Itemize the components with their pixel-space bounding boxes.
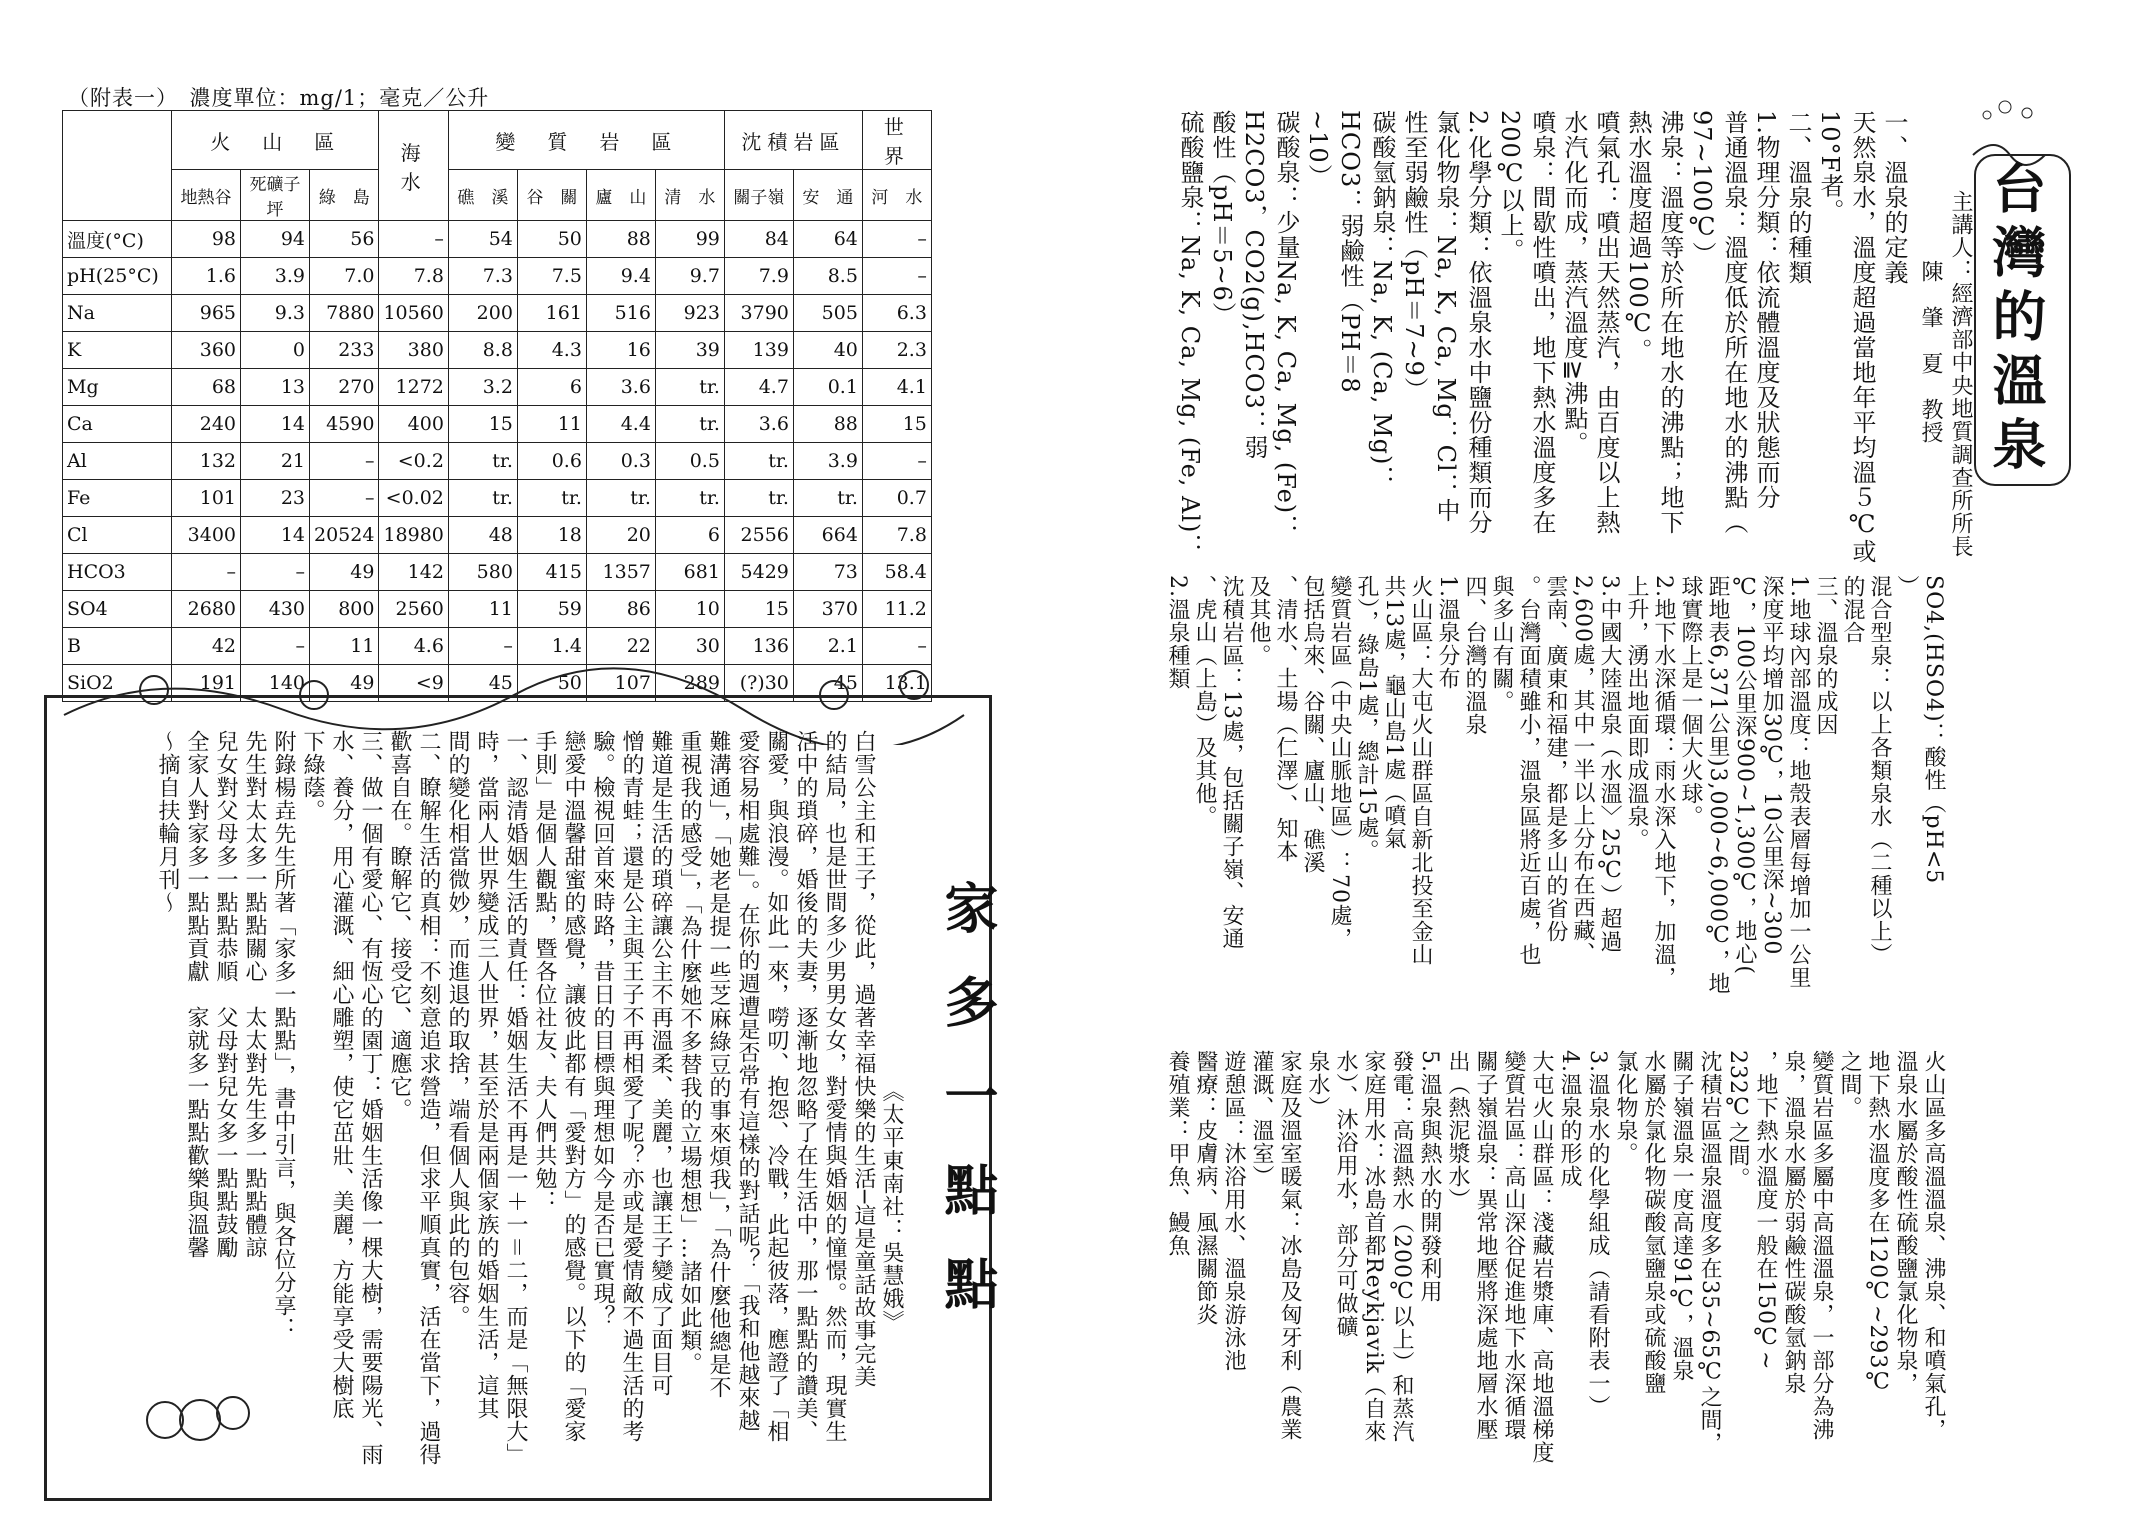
text-column: 四、台灣的溫泉 bbox=[1462, 575, 1487, 736]
table-cell: 139 bbox=[724, 332, 793, 369]
table-cell: 400 bbox=[379, 406, 448, 443]
table-cell: 107 bbox=[586, 665, 655, 702]
text-column: 醫療：皮膚病、風濕關節炎 bbox=[1193, 1050, 1218, 1326]
table-cell: 58.4 bbox=[862, 554, 931, 591]
table-cell: 4.7 bbox=[724, 369, 793, 406]
text-column: 一、認清婚姻生活的責任：婚姻生活不再是一＋一＝二，而是「無限大」 bbox=[503, 730, 528, 1467]
row-label: Cl bbox=[63, 517, 172, 554]
table-cell: <0.2 bbox=[379, 443, 448, 480]
table-cell: 4590 bbox=[310, 406, 379, 443]
table-cell: 9.7 bbox=[655, 258, 724, 295]
table-cell: 0.5 bbox=[655, 443, 724, 480]
text-column: 3.溫泉水的化學組成（請看附表一） bbox=[1585, 1050, 1610, 1418]
table-row bbox=[63, 221, 932, 258]
table-row bbox=[63, 406, 932, 443]
table-cell: 99 bbox=[655, 221, 724, 258]
text-column: 水、養分，用心灌溉、細心雕塑，使它茁壯、美麗，方能享受大樹底 bbox=[329, 730, 354, 1420]
table-cell: 20524 bbox=[310, 517, 379, 554]
text-column: 水）、沐浴用水，部分可做礦 bbox=[1333, 1050, 1358, 1338]
table-cell: tr. bbox=[655, 406, 724, 443]
text-column: 附錄楊垚先生所著「家多一點點」，書中引言，與各位分享： bbox=[271, 730, 296, 1340]
table-row bbox=[63, 517, 932, 554]
text-column: 沸泉：溫度等於所在地水的沸點；地下 bbox=[1656, 110, 1684, 535]
text-column: 包括烏來、谷關、廬山、礁溪 bbox=[1300, 575, 1325, 874]
table-cell: 3400 bbox=[172, 517, 241, 554]
table-cell: 200 bbox=[448, 295, 517, 332]
text-column: 驗。檢視回首來時路，昔日的目標與理想如今是否已實現？ bbox=[590, 730, 615, 1328]
text-column: 關子嶺溫泉：異常地壓將深處地層水壓 bbox=[1473, 1050, 1498, 1441]
text-column: 氯化物泉：Na, K, Ca, Mg：Cl：中 bbox=[1432, 110, 1460, 523]
table-cell: 580 bbox=[448, 554, 517, 591]
table-cell: 50 bbox=[517, 221, 586, 258]
table-cell: tr. bbox=[586, 480, 655, 517]
table-cell: 132 bbox=[172, 443, 241, 480]
table-cell: 516 bbox=[586, 295, 655, 332]
text-column: 97∼100℃） bbox=[1688, 110, 1716, 267]
row-label: K bbox=[63, 332, 172, 369]
text-column: 泉水） bbox=[1305, 1050, 1330, 1119]
table-cell: 30 bbox=[655, 628, 724, 665]
row-label: SO4 bbox=[63, 591, 172, 628]
text-column: 沈積岩區溫泉溫度多在35∼65℃之間， bbox=[1697, 1050, 1722, 1455]
text-column: 地下熱水溫度多在120℃∼293℃ bbox=[1865, 1050, 1890, 1396]
table-cell: 140 bbox=[241, 665, 310, 702]
table-cell: 800 bbox=[310, 591, 379, 628]
text-column: 2.化學分類：依溫泉水中鹽份種類而分 bbox=[1464, 110, 1492, 535]
text-column: 的混合 bbox=[1840, 575, 1865, 644]
text-column: 戀愛中溫馨甜蜜的感覺，讓彼此都有「愛對方」的感覺。以下的「愛家 bbox=[561, 730, 586, 1443]
table-cell: 664 bbox=[793, 517, 862, 554]
text-column: 10°F者。 bbox=[1816, 110, 1844, 224]
subheader-4: 谷 關 bbox=[517, 170, 586, 221]
table-cell: 3.9 bbox=[793, 443, 862, 480]
subheader-5: 廬 山 bbox=[586, 170, 655, 221]
text-column: 家庭用水：冰島首都Reykjavik（自來 bbox=[1361, 1050, 1386, 1444]
table-cell: 142 bbox=[379, 554, 448, 591]
text-column: 硫酸鹽泉：Na, K, Ca, Mg, (Fe, Al)： bbox=[1176, 110, 1204, 559]
essay-title: 家多一點點 bbox=[936, 880, 1000, 1350]
table-cell: 2556 bbox=[724, 517, 793, 554]
speaker-name: 陳 肇 夏 教授 bbox=[1918, 260, 1943, 444]
table-cell: 10 bbox=[655, 591, 724, 628]
row-label: Fe bbox=[63, 480, 172, 517]
table-cell: 18 bbox=[517, 517, 586, 554]
subheader-6: 清 水 bbox=[655, 170, 724, 221]
text-column: 火山區多高溫溫泉、沸泉、和噴氣孔， bbox=[1921, 1050, 1946, 1441]
table-cell: 15 bbox=[862, 406, 931, 443]
text-column: 232℃之間。 bbox=[1725, 1050, 1750, 1190]
text-column: 、虎山（上島）及其他。 bbox=[1192, 575, 1217, 828]
table-cell: 161 bbox=[517, 295, 586, 332]
table-cell: 11 bbox=[448, 591, 517, 628]
table-cell: 3.9 bbox=[241, 258, 310, 295]
table-cell: 11.2 bbox=[862, 591, 931, 628]
table-cell: 4.3 bbox=[517, 332, 586, 369]
subheader-2: 綠 島 bbox=[310, 170, 379, 221]
table-cell: 11 bbox=[517, 406, 586, 443]
table-cell: 3.6 bbox=[724, 406, 793, 443]
text-column: 噴泉：間歇性噴出，地下熱水溫度多在 bbox=[1528, 110, 1556, 535]
table-cell: 505 bbox=[793, 295, 862, 332]
text-column: 難道是生活的瑣碎讓公主不再溫柔、美麗，也讓王子變成了面目可 bbox=[648, 730, 673, 1397]
text-column: 變質岩區多屬中高溫溫泉，一部分為沸 bbox=[1809, 1050, 1834, 1441]
table-cell: 0 bbox=[241, 332, 310, 369]
table-cell: 370 bbox=[793, 591, 862, 628]
table-cell: 191 bbox=[172, 665, 241, 702]
text-column: 1.物理分類：依流體溫度及狀態而分 bbox=[1752, 110, 1780, 510]
text-column: 大屯火山群區：淺藏岩漿庫、高地溫梯度 bbox=[1529, 1050, 1554, 1464]
table-cell: 3790 bbox=[724, 295, 793, 332]
table-row bbox=[63, 369, 932, 406]
table-cell: 2.3 bbox=[862, 332, 931, 369]
table-cell: 7.5 bbox=[517, 258, 586, 295]
table-cell: 3.2 bbox=[448, 369, 517, 406]
text-column: 性至弱鹼性（pH＝7∼9） bbox=[1400, 110, 1428, 402]
table-cell: 15 bbox=[724, 591, 793, 628]
table-cell: 88 bbox=[793, 406, 862, 443]
essay-source: 《太平東南社：吳慧娥》 bbox=[879, 1080, 904, 1333]
text-column: 出（熱泥漿水） bbox=[1445, 1050, 1470, 1211]
text-column: 手則」是個人觀點，暨各位社友、夫人們共勉： bbox=[532, 730, 557, 1213]
table-cell: 2.1 bbox=[793, 628, 862, 665]
text-column: 與多山有關。 bbox=[1489, 575, 1514, 713]
table-cell: (?)30 bbox=[724, 665, 793, 702]
text-column: 4.溫泉的形成 bbox=[1557, 1050, 1582, 1188]
table-cell: 49 bbox=[310, 554, 379, 591]
row-label: pH(25°C) bbox=[63, 258, 172, 295]
table-cell: 0.1 bbox=[793, 369, 862, 406]
table-cell: – bbox=[241, 628, 310, 665]
table-cell: 360 bbox=[172, 332, 241, 369]
text-column: 重視我的感受」，「為什麼她不多替我的立場想想」…諸如此類。 bbox=[677, 730, 702, 1375]
row-label: HCO3 bbox=[63, 554, 172, 591]
table-cell: – bbox=[448, 628, 517, 665]
text-column: 間的變化相當微妙，而進退的取捨，端看個人與此的包容。 bbox=[445, 730, 470, 1328]
text-column: 氯化物泉。 bbox=[1613, 1050, 1638, 1165]
table-cell: 2560 bbox=[379, 591, 448, 628]
text-column: 二、瞭解生活的真相：不刻意追求營造，但求平順真實，活在當下，過得 bbox=[416, 730, 441, 1466]
table-cell: 88 bbox=[586, 221, 655, 258]
table-cell: <0.02 bbox=[379, 480, 448, 517]
text-column: 二、溫泉的種類 bbox=[1784, 110, 1812, 285]
table-cell: 4.6 bbox=[379, 628, 448, 665]
table-cell: – bbox=[862, 258, 931, 295]
table-cell: 415 bbox=[517, 554, 586, 591]
table-cell: 923 bbox=[655, 295, 724, 332]
table-cell: tr. bbox=[517, 480, 586, 517]
text-column: 1.地球內部溫度：地殼表層每增加一公里 bbox=[1786, 575, 1811, 989]
text-column: 火山區：大屯火山群區自新北投至金山 bbox=[1408, 575, 1433, 966]
table-cell: 98 bbox=[172, 221, 241, 258]
text-column: ℃，100公里深900∼1,300℃，地心( bbox=[1732, 575, 1757, 975]
text-column: 泉，溫泉水屬於弱鹼性碳酸氫鈉泉 bbox=[1781, 1050, 1806, 1395]
table-cell: – bbox=[310, 480, 379, 517]
text-column: 孔），綠島1處，總計15處。 bbox=[1354, 575, 1379, 862]
text-column: 關子嶺溫泉一度高達91℃，溫泉 bbox=[1669, 1050, 1694, 1382]
text-column: 歡喜自在。瞭解它、接受它、適應它。 bbox=[387, 730, 412, 1121]
table-cell: 10560 bbox=[379, 295, 448, 332]
table-corner bbox=[63, 111, 172, 221]
subheader-9: 河 水 bbox=[862, 170, 931, 221]
table-row bbox=[63, 258, 932, 295]
row-label: Ca bbox=[63, 406, 172, 443]
table-cell: 7.8 bbox=[379, 258, 448, 295]
table-cell: 42 bbox=[172, 628, 241, 665]
text-column: 雲南、廣東和福建，都是多山的省份 bbox=[1543, 575, 1568, 943]
text-column: 發電：高溫熱水（200℃以上）和蒸汽 bbox=[1389, 1050, 1414, 1443]
text-column: 2.溫泉種類 bbox=[1165, 575, 1190, 690]
text-column: 活中的瑣碎，婚後的夫妻，逐漸地忽略了在生活中，那一點點的讚美、 bbox=[793, 730, 818, 1443]
table-cell: 49 bbox=[310, 665, 379, 702]
table-cell: 18980 bbox=[379, 517, 448, 554]
table-cell: 289 bbox=[655, 665, 724, 702]
text-column: 2.地下水深循環：雨水深入地下，加溫， bbox=[1651, 575, 1676, 989]
row-label: 溫度(°C) bbox=[63, 221, 172, 258]
table-row bbox=[63, 295, 932, 332]
table-cell: 11 bbox=[310, 628, 379, 665]
text-column: 憎的青蛙；還是公主與王子不再相愛了呢？亦或是愛情敵不過生活的考 bbox=[619, 730, 644, 1443]
table-cell: – bbox=[241, 554, 310, 591]
table-cell: 50 bbox=[517, 665, 586, 702]
text-column: SO4,(HSO4)：酸性（pH<5 bbox=[1921, 575, 1946, 885]
text-column: 白雪公主和王子，從此，過著幸福快樂的生活─這是童話故事完美 bbox=[851, 730, 876, 1389]
text-column: 200℃以上。 bbox=[1496, 110, 1524, 263]
table-cell: – bbox=[862, 628, 931, 665]
text-column: 水屬於氯化物碳酸氫鹽泉或硫酸鹽 bbox=[1641, 1050, 1666, 1395]
table-cell: 270 bbox=[310, 369, 379, 406]
text-column: 灌溉、溫室） bbox=[1249, 1050, 1274, 1188]
table-cell: 22 bbox=[586, 628, 655, 665]
row-label: Mg bbox=[63, 369, 172, 406]
table-cell: 430 bbox=[241, 591, 310, 628]
text-column: 球實際上是一個大火球。 bbox=[1678, 575, 1703, 828]
text-column: 難溝通」，「她老是提一些芝麻綠豆的事來煩我」，「為什麼他總是不 bbox=[706, 730, 731, 1399]
group-world: 世 界 bbox=[862, 111, 931, 170]
text-column: 酸性（pH＝5∼6） bbox=[1208, 110, 1236, 327]
table-cell: tr. bbox=[448, 443, 517, 480]
table-cell: 20 bbox=[586, 517, 655, 554]
text-column: 全家人對家多一點點貢獻 家就多一點點歡樂與溫馨 bbox=[184, 730, 209, 1259]
table-cell: 7.8 bbox=[862, 517, 931, 554]
table-cell: 1357 bbox=[586, 554, 655, 591]
family-drawing bbox=[135, 1375, 255, 1465]
table-cell: 86 bbox=[586, 591, 655, 628]
text-column: 混合型泉：以上各類泉水（二種以上） bbox=[1867, 575, 1892, 966]
row-label: SiO2 bbox=[63, 665, 172, 702]
table-row bbox=[63, 443, 932, 480]
table-cell: tr. bbox=[448, 480, 517, 517]
table-cell: 2680 bbox=[172, 591, 241, 628]
table-cell: – bbox=[172, 554, 241, 591]
group-sedimentary: 沈積岩區 bbox=[724, 111, 862, 170]
table-cell: 4.1 bbox=[862, 369, 931, 406]
table-cell: 1272 bbox=[379, 369, 448, 406]
table-row bbox=[63, 332, 932, 369]
text-column: 三、做一個有愛心、有恆心的園丁：婚姻生活像一棵大樹，需要陽光、雨 bbox=[358, 730, 383, 1466]
table-cell: 101 bbox=[172, 480, 241, 517]
text-column: 兒女對父母多一點點恭順 父母對兒女多一點點鼓勵 bbox=[213, 730, 238, 1259]
table-cell: 9.4 bbox=[586, 258, 655, 295]
text-column: 碳酸氫鈉泉：Na, K, (Ca, Mg)： bbox=[1368, 110, 1396, 491]
table-cell: tr. bbox=[793, 480, 862, 517]
text-column: 一、溫泉的定義 bbox=[1880, 110, 1908, 285]
table-cell: 13 bbox=[241, 369, 310, 406]
table-cell: – bbox=[862, 443, 931, 480]
table-cell: 45 bbox=[448, 665, 517, 702]
table-row bbox=[63, 480, 932, 517]
table-cell: 3.6 bbox=[586, 369, 655, 406]
table-cell: 13.1 bbox=[862, 665, 931, 702]
table-row bbox=[63, 554, 932, 591]
table-cell: 15 bbox=[448, 406, 517, 443]
table-cell: 16 bbox=[586, 332, 655, 369]
text-column: H2CO3，CO2(g),HCO3：弱 bbox=[1240, 110, 1268, 460]
text-column: ） bbox=[1894, 575, 1919, 598]
text-column: 熱水溫度超過100℃。 bbox=[1624, 110, 1652, 363]
table-cell: tr. bbox=[724, 443, 793, 480]
table-cell: 7880 bbox=[310, 295, 379, 332]
text-column: 家庭及溫室暖氣：冰島及匈牙利（農業 bbox=[1277, 1050, 1302, 1441]
row-label: B bbox=[63, 628, 172, 665]
text-column: 2,600處，其中一半以上分布在西藏、 bbox=[1570, 575, 1595, 965]
text-column: 、清水、土場（仁澤）、知本 bbox=[1273, 575, 1298, 863]
essay-body bbox=[150, 730, 880, 1470]
table-cell: 5429 bbox=[724, 554, 793, 591]
table-cell: 40 bbox=[793, 332, 862, 369]
table-cell: 4.4 bbox=[586, 406, 655, 443]
text-column: 碳酸泉：少量Na, K, Ca, Mg, (Fe)： bbox=[1272, 110, 1300, 540]
text-column: 沈積岩區：13處，包括關子嶺、安通 bbox=[1219, 575, 1244, 950]
text-column: 下綠蔭。 bbox=[300, 730, 325, 822]
table-cell: 73 bbox=[793, 554, 862, 591]
speaker-line: 主講人：經濟部中央地質調查所所長 bbox=[1948, 190, 1973, 558]
table-cell: 0.6 bbox=[517, 443, 586, 480]
table-cell: 0.7 bbox=[862, 480, 931, 517]
table-cell: 965 bbox=[172, 295, 241, 332]
table-cell: 64 bbox=[793, 221, 862, 258]
table-cell: 84 bbox=[724, 221, 793, 258]
table-cell: 45 bbox=[793, 665, 862, 702]
table-cell: 233 bbox=[310, 332, 379, 369]
article-title: 台灣的溫泉 bbox=[1984, 160, 2048, 480]
group-metamorphic: 變 質 岩 區 bbox=[448, 111, 724, 170]
table-cell: 54 bbox=[448, 221, 517, 258]
text-column: 時，當兩人世界變成三人世界，甚至於是兩個家族的婚姻生活，這其 bbox=[474, 730, 499, 1420]
table-cell: 7.3 bbox=[448, 258, 517, 295]
text-column: 的結局，也是世間多少男男女女，對愛情與婚姻的憧憬。然而，現實生 bbox=[822, 730, 847, 1443]
table-row bbox=[63, 591, 932, 628]
table-cell: 39 bbox=[655, 332, 724, 369]
table-cell: 14 bbox=[241, 406, 310, 443]
text-column: 養殖業：甲魚、鰻魚 bbox=[1165, 1050, 1190, 1257]
text-column: 普通溫泉：溫度低於所在地水的沸點（ bbox=[1720, 110, 1748, 535]
table-cell: 14 bbox=[241, 517, 310, 554]
table-caption: （附表一） 濃度單位：mg/1；毫克／公升 bbox=[68, 86, 490, 110]
table-cell: 380 bbox=[379, 332, 448, 369]
text-column: 溫泉水屬於酸性硫酸鹽氯化物泉， bbox=[1893, 1050, 1918, 1395]
table-cell: 48 bbox=[448, 517, 517, 554]
table-cell: 7.0 bbox=[310, 258, 379, 295]
article-section-3 bbox=[1150, 1050, 1950, 1510]
text-column: 。台灣面積雖小，溫泉區將近百處，也 bbox=[1516, 575, 1541, 966]
table-cell: 68 bbox=[172, 369, 241, 406]
text-column: 關愛，與浪漫。如此一來，嘮叨、抱怨、冷戰，此起彼落，應證了「相 bbox=[764, 730, 789, 1443]
table-cell: tr. bbox=[655, 369, 724, 406]
table-cell: 6 bbox=[655, 517, 724, 554]
text-column: 水汽化而成，蒸汽溫度≧沸點。 bbox=[1560, 110, 1588, 457]
text-column: 三、溫泉的成因 bbox=[1813, 575, 1838, 736]
table-cell: 6.3 bbox=[862, 295, 931, 332]
text-column: 愛容易相處難」。在你的週遭是否常有這樣的對話呢？「我和他越來越 bbox=[735, 730, 760, 1432]
table-cell: 681 bbox=[655, 554, 724, 591]
subheader-1: 死礦子坪 bbox=[241, 170, 310, 221]
subheader-0: 地熱谷 bbox=[172, 170, 241, 221]
table-cell: – bbox=[310, 443, 379, 480]
table-cell: 8.5 bbox=[793, 258, 862, 295]
text-column: ，地下熱水溫度一般在150℃∼ bbox=[1753, 1050, 1778, 1371]
table-cell: 136 bbox=[724, 628, 793, 665]
text-column: 共13處，龜山島1處（噴氣 bbox=[1381, 575, 1406, 850]
text-column: 變質岩區：高山深谷促進地下水深循環 bbox=[1501, 1050, 1526, 1441]
group-volcanic: 火 山 區 bbox=[172, 111, 379, 170]
text-column: 距地表6,371公里)3,000∼6,000℃，地 bbox=[1705, 575, 1730, 995]
text-column: 先生對太太多一點點關心 太太對先生多一點點體諒 bbox=[242, 730, 267, 1259]
table-cell: 1.6 bbox=[172, 258, 241, 295]
text-column: 遊憩區：沐浴用水、溫泉游泳池 bbox=[1221, 1050, 1246, 1372]
table-cell: 1.4 bbox=[517, 628, 586, 665]
table-cell: <9 bbox=[379, 665, 448, 702]
text-column: 3.中國大陸溫泉（水溫〉25℃）超過 bbox=[1597, 575, 1622, 953]
text-column: HCO3：弱鹼性（PH＝8 bbox=[1336, 110, 1364, 394]
text-column: ∼10） bbox=[1304, 110, 1332, 189]
table-cell: 6 bbox=[517, 369, 586, 406]
text-column: 深度平均增加30℃，10公里深∼300 bbox=[1759, 575, 1784, 956]
text-column: 之間。 bbox=[1837, 1050, 1862, 1119]
table-cell: 8.8 bbox=[448, 332, 517, 369]
table-cell: tr. bbox=[655, 480, 724, 517]
text-column: 噴氣孔：噴出天然蒸汽，由百度以上熱 bbox=[1592, 110, 1620, 535]
table-cell: tr. bbox=[724, 480, 793, 517]
table-cell: 21 bbox=[241, 443, 310, 480]
text-column: 5.溫泉與熱水的開發利用 bbox=[1417, 1050, 1442, 1303]
text-column: 1.溫泉分布 bbox=[1435, 575, 1460, 690]
subheader-7: 關子嶺 bbox=[724, 170, 793, 221]
table-cell: 0.3 bbox=[586, 443, 655, 480]
table-cell: 9.3 bbox=[241, 295, 310, 332]
text-column: 變質岩區（中央山脈地區）：70處， bbox=[1327, 575, 1352, 950]
table-cell: – bbox=[379, 221, 448, 258]
row-label: Na bbox=[63, 295, 172, 332]
text-column: 及其他。 bbox=[1246, 575, 1271, 667]
table-cell: 240 bbox=[172, 406, 241, 443]
subheader-3: 礁 溪 bbox=[448, 170, 517, 221]
table-cell: 7.9 bbox=[724, 258, 793, 295]
group-seawater: 海 水 bbox=[379, 111, 448, 221]
table-cell: 59 bbox=[517, 591, 586, 628]
table-cell: 94 bbox=[241, 221, 310, 258]
text-column: ～摘自扶輪月刊～ bbox=[155, 730, 180, 914]
subheader-8: 安 通 bbox=[793, 170, 862, 221]
text-column: 上升，湧出地面即成溫泉。 bbox=[1624, 575, 1649, 851]
row-label: Al bbox=[63, 443, 172, 480]
chemistry-table bbox=[62, 110, 936, 702]
table-cell: 23 bbox=[241, 480, 310, 517]
table-cell: 56 bbox=[310, 221, 379, 258]
text-column: 天然泉水，溫度超過當地年平均溫５℃或 bbox=[1848, 110, 1876, 564]
table-cell: – bbox=[862, 221, 931, 258]
